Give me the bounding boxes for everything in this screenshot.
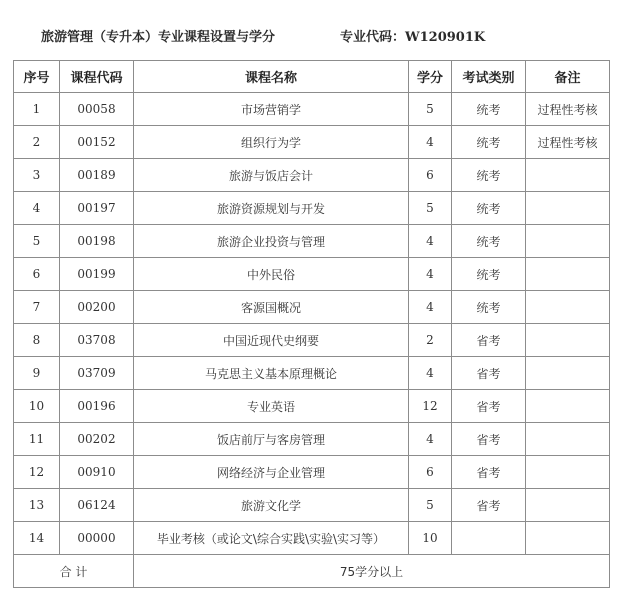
cell-course-name: 专业英语: [134, 390, 409, 423]
cell-credits: 10: [409, 522, 452, 555]
cell-index: 2: [14, 126, 60, 159]
table-row: [14, 159, 610, 192]
page-heading: [0, 22, 618, 46]
cell-remark: [526, 390, 610, 423]
table-row: [14, 522, 610, 555]
cell-course-name: 马克思主义基本原理概论: [134, 357, 409, 390]
total-value: 75学分以上: [134, 555, 610, 588]
cell-exam-type: 省考: [452, 390, 526, 423]
cell-index: 13: [14, 489, 60, 522]
cell-index: 11: [14, 423, 60, 456]
major-code-value: W120901K: [405, 30, 486, 45]
cell-remark: [526, 258, 610, 291]
cell-credits: 4: [409, 225, 452, 258]
cell-exam-type: 统考: [452, 291, 526, 324]
cell-course-code: 06124: [60, 489, 134, 522]
table-row: [14, 456, 610, 489]
cell-credits: 5: [409, 93, 452, 126]
page-title: 旅游管理（专升本）专业课程设置与学分: [41, 30, 276, 45]
cell-index: 9: [14, 357, 60, 390]
table-row: [14, 291, 610, 324]
cell-remark: [526, 159, 610, 192]
cell-credits: 5: [409, 489, 452, 522]
header-credits: 学分: [409, 61, 452, 93]
cell-remark: [526, 225, 610, 258]
cell-index: 8: [14, 324, 60, 357]
table-row: [14, 423, 610, 456]
table-header-row: [14, 61, 610, 93]
cell-credits: 6: [409, 159, 452, 192]
cell-exam-type: [452, 522, 526, 555]
cell-index: 5: [14, 225, 60, 258]
cell-course-code: 00196: [60, 390, 134, 423]
cell-course-name: 中国近现代史纲要: [134, 324, 409, 357]
cell-credits: 2: [409, 324, 452, 357]
cell-course-name: 旅游与饭店会计: [134, 159, 409, 192]
cell-course-name: 旅游企业投资与管理: [134, 225, 409, 258]
table-row: [14, 357, 610, 390]
cell-exam-type: 省考: [452, 423, 526, 456]
cell-course-name: 市场营销学: [134, 93, 409, 126]
table-row: [14, 93, 610, 126]
cell-credits: 12: [409, 390, 452, 423]
cell-course-code: 00200: [60, 291, 134, 324]
cell-course-code: 00058: [60, 93, 134, 126]
cell-course-name: 中外民俗: [134, 258, 409, 291]
total-label: 合 计: [14, 555, 134, 588]
cell-index: 6: [14, 258, 60, 291]
cell-course-code: 00198: [60, 225, 134, 258]
cell-remark: [526, 522, 610, 555]
cell-course-code: 00189: [60, 159, 134, 192]
course-table: [13, 60, 610, 588]
cell-course-code: 00000: [60, 522, 134, 555]
cell-course-name: 组织行为学: [134, 126, 409, 159]
header-exam-type: 考试类别: [452, 61, 526, 93]
cell-exam-type: 省考: [452, 324, 526, 357]
table-row: [14, 258, 610, 291]
cell-remark: [526, 357, 610, 390]
cell-index: 4: [14, 192, 60, 225]
header-remarks: 备注: [526, 61, 610, 93]
cell-remark: [526, 324, 610, 357]
cell-index: 1: [14, 93, 60, 126]
cell-course-code: 03709: [60, 357, 134, 390]
cell-index: 10: [14, 390, 60, 423]
cell-course-code: 00910: [60, 456, 134, 489]
cell-exam-type: 统考: [452, 93, 526, 126]
cell-exam-type: 统考: [452, 192, 526, 225]
cell-course-name: 旅游资源规划与开发: [134, 192, 409, 225]
cell-index: 14: [14, 522, 60, 555]
table-row: [14, 489, 610, 522]
table-row: [14, 390, 610, 423]
cell-remark: [526, 456, 610, 489]
major-code-label: 专业代码：: [340, 30, 406, 45]
cell-exam-type: 省考: [452, 489, 526, 522]
cell-course-name: 旅游文化学: [134, 489, 409, 522]
cell-exam-type: 统考: [452, 225, 526, 258]
cell-credits: 4: [409, 291, 452, 324]
cell-index: 12: [14, 456, 60, 489]
cell-course-code: 00202: [60, 423, 134, 456]
cell-index: 3: [14, 159, 60, 192]
cell-credits: 4: [409, 258, 452, 291]
header-index: 序号: [14, 61, 60, 93]
cell-course-code: 00199: [60, 258, 134, 291]
cell-exam-type: 省考: [452, 456, 526, 489]
total-row: [14, 555, 610, 588]
cell-course-name: 网络经济与企业管理: [134, 456, 409, 489]
cell-remark: [526, 423, 610, 456]
cell-exam-type: 统考: [452, 258, 526, 291]
cell-index: 7: [14, 291, 60, 324]
table-row: [14, 192, 610, 225]
cell-exam-type: 统考: [452, 126, 526, 159]
cell-remark: 过程性考核: [526, 126, 610, 159]
cell-credits: 6: [409, 456, 452, 489]
header-course-code: 课程代码: [60, 61, 134, 93]
cell-remark: [526, 291, 610, 324]
cell-exam-type: 统考: [452, 159, 526, 192]
cell-course-name: 客源国概况: [134, 291, 409, 324]
cell-remark: [526, 192, 610, 225]
cell-exam-type: 省考: [452, 357, 526, 390]
table-row: [14, 225, 610, 258]
cell-course-name: 毕业考核（或论文\综合实践\实验\实习等）: [134, 522, 409, 555]
cell-course-name: 饭店前厅与客房管理: [134, 423, 409, 456]
major-code: [340, 26, 485, 45]
table-row: [14, 324, 610, 357]
cell-credits: 5: [409, 192, 452, 225]
cell-remark: 过程性考核: [526, 93, 610, 126]
cell-credits: 4: [409, 126, 452, 159]
cell-course-code: 03708: [60, 324, 134, 357]
cell-credits: 4: [409, 357, 452, 390]
cell-remark: [526, 489, 610, 522]
cell-credits: 4: [409, 423, 452, 456]
cell-course-code: 00152: [60, 126, 134, 159]
table-row: [14, 126, 610, 159]
header-course-name: 课程名称: [134, 61, 409, 93]
cell-course-code: 00197: [60, 192, 134, 225]
